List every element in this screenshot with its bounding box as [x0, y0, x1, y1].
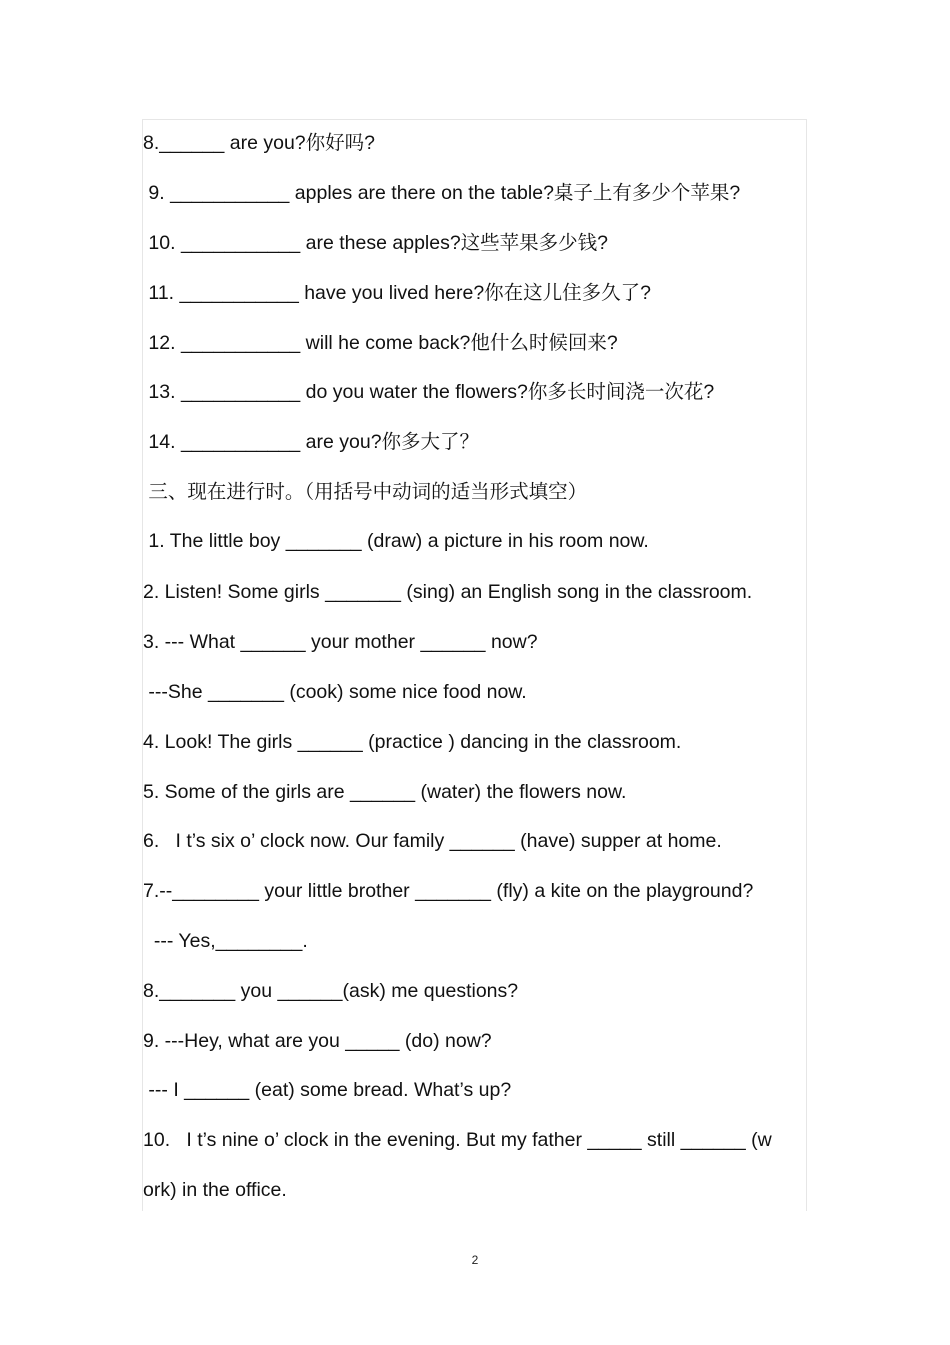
exercise-line: 8._______ you ______(ask) me questions? — [143, 980, 519, 1002]
exercise-line: 8.______ are you?你好吗? — [143, 132, 375, 154]
exercise-line: 6. I t’s six o’ clock now. Our family ______ (have) supper at home. — [143, 830, 722, 852]
section-heading: 三、现在进行时。（用括号中动词的适当形式填空） — [143, 481, 588, 503]
exercise-line: --- Yes,________. — [143, 930, 308, 952]
exercise-line: 2. Listen! Some girls _______ (sing) an English song in the classroom. — [143, 581, 753, 603]
exercise-line: ---She _______ (cook) some nice food now. — [143, 681, 527, 703]
exercise-line: ork) in the office. — [143, 1179, 287, 1201]
exercise-line: 7.--________ your little brother _______ (fly) a kite on the playground? — [143, 880, 754, 902]
exercise-line: 10. I t’s nine o’ clock in the evening. But my father _____ still ______ (w — [143, 1129, 772, 1151]
exercise-line: 12. ___________ will he come back?他什么时候回来? — [143, 332, 618, 354]
exercise-line: --- I ______ (eat) some bread. What’s up? — [143, 1079, 512, 1101]
exercise-line: 11. ___________ have you lived here?你在这儿住多久了? — [143, 282, 652, 304]
exercise-line: 13. ___________ do you water the flowers?你多长时间浇一次花? — [143, 381, 715, 403]
exercise-line: 4. Look! The girls ______ (practice ) dancing in the classroom. — [143, 731, 682, 753]
exercise-line: 5. Some of the girls are ______ (water) the flowers now. — [143, 781, 627, 803]
exercise-line: 10. ___________ are these apples?这些苹果多少钱? — [143, 232, 609, 254]
exercise-line: 9. ___________ apples are there on the table?桌子上有多少个苹果? — [143, 182, 741, 204]
exercise-line: 3. --- What ______ your mother ______ now? — [143, 631, 538, 653]
page-number: 2 — [471, 1253, 479, 1267]
exercise-line: 1. The little boy _______ (draw) a picture in his room now. — [143, 530, 649, 552]
exercise-line: 14. ___________ are you?你多大了？ — [143, 431, 480, 453]
exercise-line: 9. ---Hey, what are you _____ (do) now? — [143, 1030, 492, 1052]
